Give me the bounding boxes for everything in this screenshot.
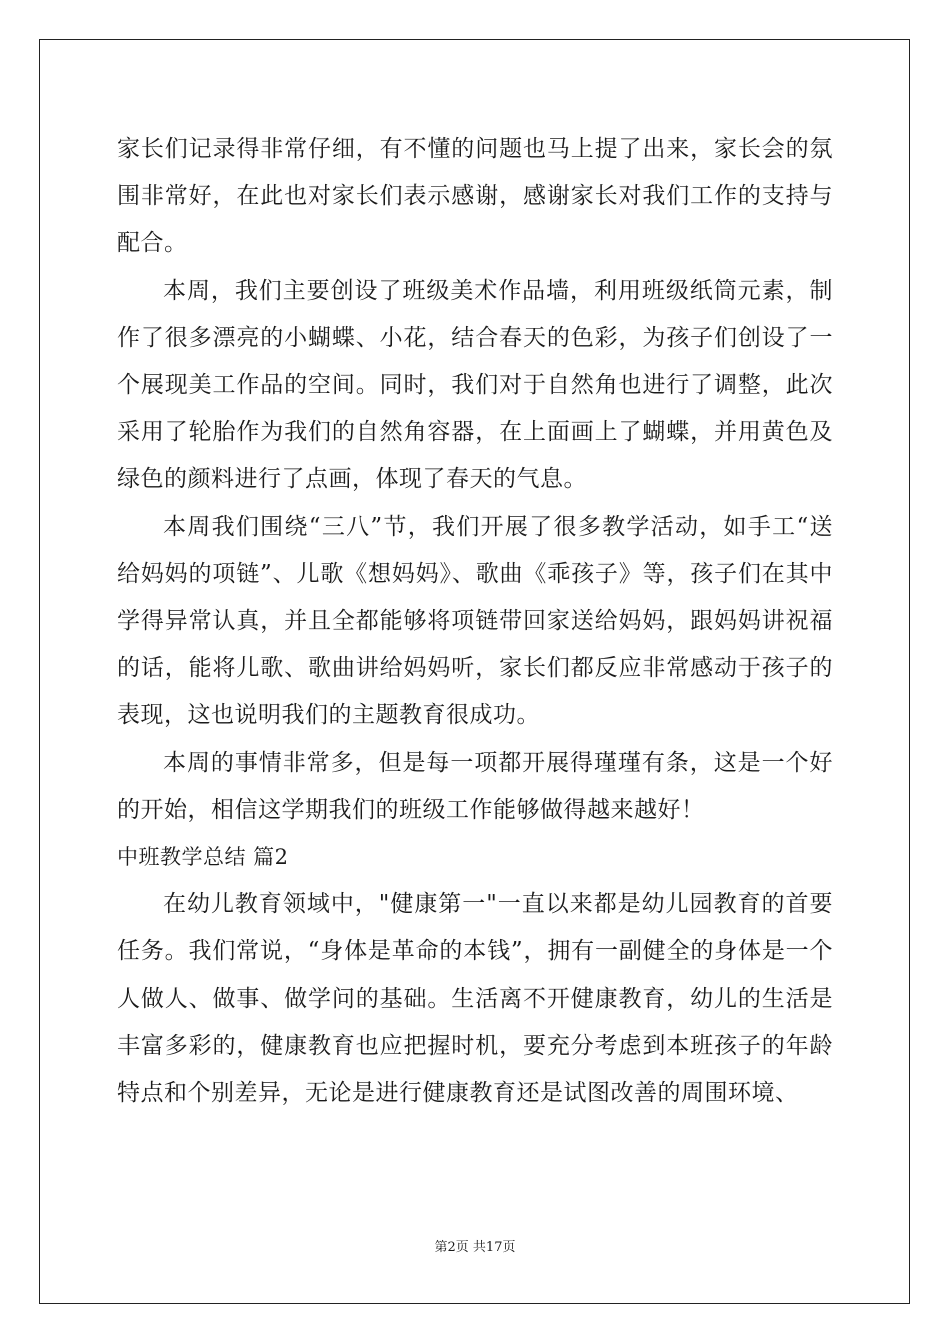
paragraph-womens-day: 本周我们围绕“三八”节，我们开展了很多教学活动，如手工“送给妈妈的项链”、儿歌《想妈妈》、歌曲《乖孩子》等，孩子们在其中学得异常认真，并且全都能够将项链带回家送给妈妈，跟妈妈讲祝福的话，能将儿歌、歌曲讲给妈妈听，家长们都反应非常感动于孩子的表现，这也说明我们的主题教育很成功。 <box>117 513 833 729</box>
document-body <box>117 126 833 1117</box>
paragraph-summary: 本周的事情非常多，但是每一项都开展得瑾瑾有条，这是一个好的开始，相信这学期我们的班级工作能够做得越来越好！ <box>117 749 833 823</box>
paragraph-art-wall: 本周，我们主要创设了班级美术作品墙，利用班级纸筒元素，制作了很多漂亮的小蝴蝶、小花，结合春天的色彩，为孩子们创设了一个展现美工作品的空间。同时，我们对于自然角也进行了调整，此次采用了轮胎作为我们的自然角容器，在上面画上了蝴蝶，并用黄色及绿色的颜料进行了点画，体现了春天的气息。 <box>117 277 833 493</box>
paragraph-continuation: 家长们记录得非常仔细，有不懂的问题也马上提了出来，家长会的氛围非常好，在此也对家长们表示感谢，感谢家长对我们工作的支持与配合。 <box>117 136 833 257</box>
paragraph-health-education: 在幼儿教育领域中，"健康第一"一直以来都是幼儿园教育的首要任务。我们常说，“身体是革命的本钱”，拥有一副健全的身体是一个人做人、做事、做学问的基础。生活离不开健康教育，幼儿的生活是丰富多彩的，健康教育也应把握时机，要充分考虑到本班孩子的年龄特点和个别差异，无论是进行健康教育还是试图改善的周围环境、 <box>117 891 833 1107</box>
section-heading: 中班教学总结 篇2 <box>117 845 289 870</box>
page-number-footer: 第2页 共17页 <box>434 1240 516 1255</box>
